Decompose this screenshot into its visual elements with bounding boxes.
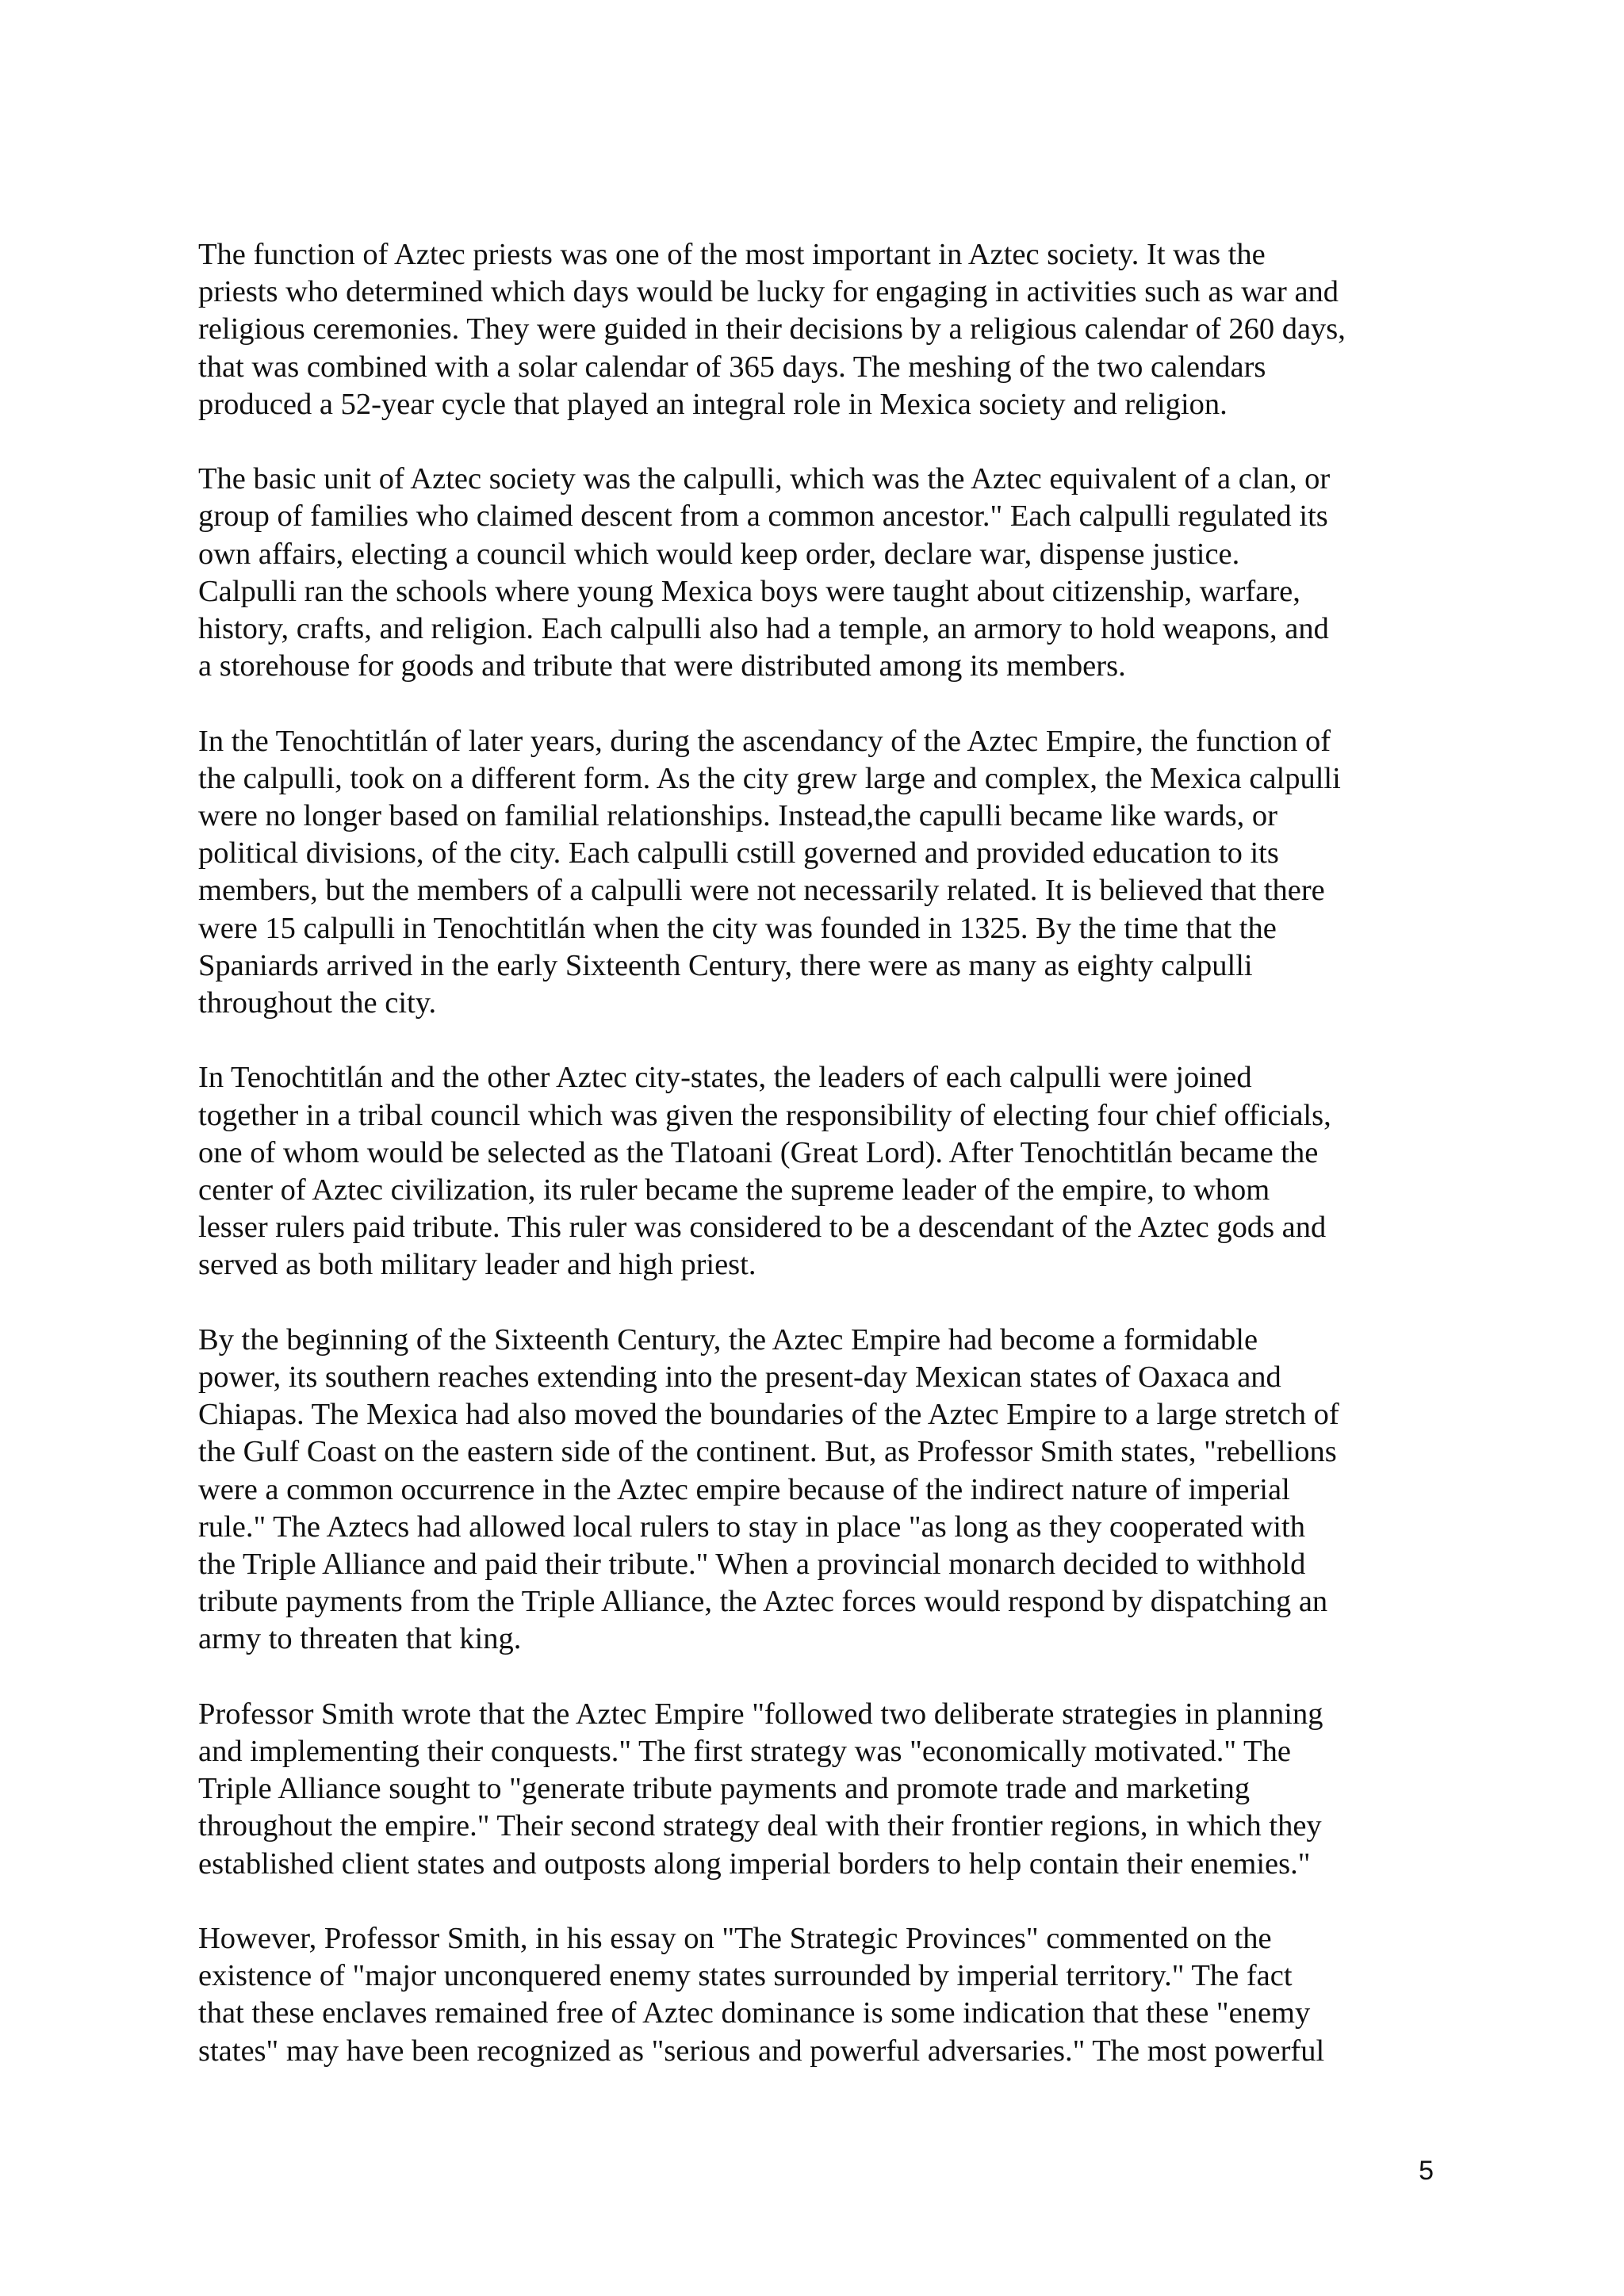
text-line: the Gulf Coast on the eastern side of the continent. But, as Professor Smith states, "rebellions [198,1435,1337,1469]
paragraph-strategic-provinces [198,1920,1435,2070]
text-line: The basic unit of Aztec society was the calpulli, which was the Aztec equivalent of a clan, or [198,462,1331,496]
text-line: Calpulli ran the schools where young Mexica boys were taught about citizenship, warfare, [198,574,1300,608]
paragraph-priests [198,236,1435,423]
text-line: Spaniards arrived in the early Sixteenth Century, there were as many as eighty calpulli [198,948,1253,982]
page-number: 5 [1419,2156,1434,2186]
text-line: that was combined with a solar calendar of 365 days. The meshing of the two calendars [198,350,1266,384]
text-line: one of whom would be selected as the Tlatoani (Great Lord). After Tenochtitlán became the [198,1135,1319,1169]
text-line: religious ceremonies. They were guided in their decisions by a religious calendar of 260 days, [198,312,1346,346]
paragraph-tenochtitlan-later [198,723,1435,1023]
text-line: that these enclaves remained free of Aztec dominance is some indication that these "enemy [198,1996,1311,2030]
text-line: and implementing their conquests." The first strategy was "economically motivated." The [198,1735,1291,1769]
text-line: Triple Alliance sought to "generate tribute payments and promote trade and marketing [198,1772,1251,1806]
text-line: army to threaten that king. [198,1622,522,1656]
text-line: tribute payments from the Triple Alliance, the Aztec forces would respond by dispatching an [198,1585,1328,1619]
text-line: the calpulli, took on a different form. As the city grew large and complex, the Mexica calpulli [198,761,1341,795]
text-line: states" may have been recognized as "serious and powerful adversaries." The most powerful [198,2034,1325,2068]
text-line: However, Professor Smith, in his essay on "The Strategic Provinces" commented on the [198,1922,1272,1956]
text-line: produced a 52-year cycle that played an integral role in Mexica society and religion. [198,387,1228,421]
paragraph-strategies [198,1696,1435,1883]
text-line: rule." The Aztecs had allowed local rulers to stay in place "as long as they cooperated with [198,1510,1305,1544]
text-line: the Triple Alliance and paid their tribute." When a provincial monarch decided to withhold [198,1548,1306,1582]
paragraph-calpulli [198,461,1435,685]
text-line: were no longer based on familial relationships. Instead,the capulli became like wards, or [198,799,1277,833]
text-line: a storehouse for goods and tribute that were distributed among its members. [198,649,1126,683]
text-line: lesser rulers paid tribute. This ruler was considered to be a descendant of the Aztec gods and [198,1211,1327,1245]
text-line: history, crafts, and religion. Each calpulli also had a temple, an armory to hold weapons, and [198,612,1329,646]
paragraph-empire-power [198,1322,1435,1659]
body-text [198,236,1435,2107]
text-line: By the beginning of the Sixteenth Century, the Aztec Empire had become a formidable [198,1322,1258,1357]
text-line: Chiapas. The Mexica had also moved the boundaries of the Aztec Empire to a large stretch of [198,1398,1339,1432]
text-line: power, its southern reaches extending into the present-day Mexican states of Oaxaca and [198,1360,1281,1395]
text-line: The function of Aztec priests was one of the most important in Aztec society. It was the [198,238,1266,271]
text-line: throughout the empire." Their second strategy deal with their frontier regions, in which they [198,1809,1322,1843]
text-line: In Tenochtitlán and the other Aztec city-states, the leaders of each calpulli were joined [198,1061,1252,1095]
text-line: priests who determined which days would be lucky for engaging in activities such as war and [198,275,1339,309]
text-line: members, but the members of a calpulli were not necessarily related. It is believed that there [198,874,1325,908]
text-line: were 15 calpulli in Tenochtitlán when the city was founded in 1325. By the time that the [198,911,1277,945]
text-line: center of Aztec civilization, its ruler became the supreme leader of the empire, to whom [198,1173,1270,1207]
text-line: In the Tenochtitlán of later years, during the ascendancy of the Aztec Empire, the function of [198,724,1331,758]
text-line: served as both military leader and high priest. [198,1248,756,1282]
text-line: political divisions, of the city. Each calpulli cstill governed and provided education to its [198,836,1279,871]
text-line: throughout the city. [198,986,437,1020]
text-line: group of families who claimed descent from a common ancestor." Each calpulli regulated its [198,499,1328,534]
text-line: Professor Smith wrote that the Aztec Empire "followed two deliberate strategies in planning [198,1697,1323,1731]
text-line: established client states and outposts along imperial borders to help contain their enemies." [198,1846,1311,1881]
text-line: existence of "major unconquered enemy states surrounded by imperial territory." The fact [198,1959,1293,1993]
text-line: own affairs, electing a council which would keep order, declare war, dispense justice. [198,537,1240,571]
text-line: together in a tribal council which was given the responsibility of electing four chief officials, [198,1098,1331,1132]
text-line: were a common occurrence in the Aztec empire because of the indirect nature of imperial [198,1472,1290,1506]
paragraph-tribal-council [198,1059,1435,1284]
